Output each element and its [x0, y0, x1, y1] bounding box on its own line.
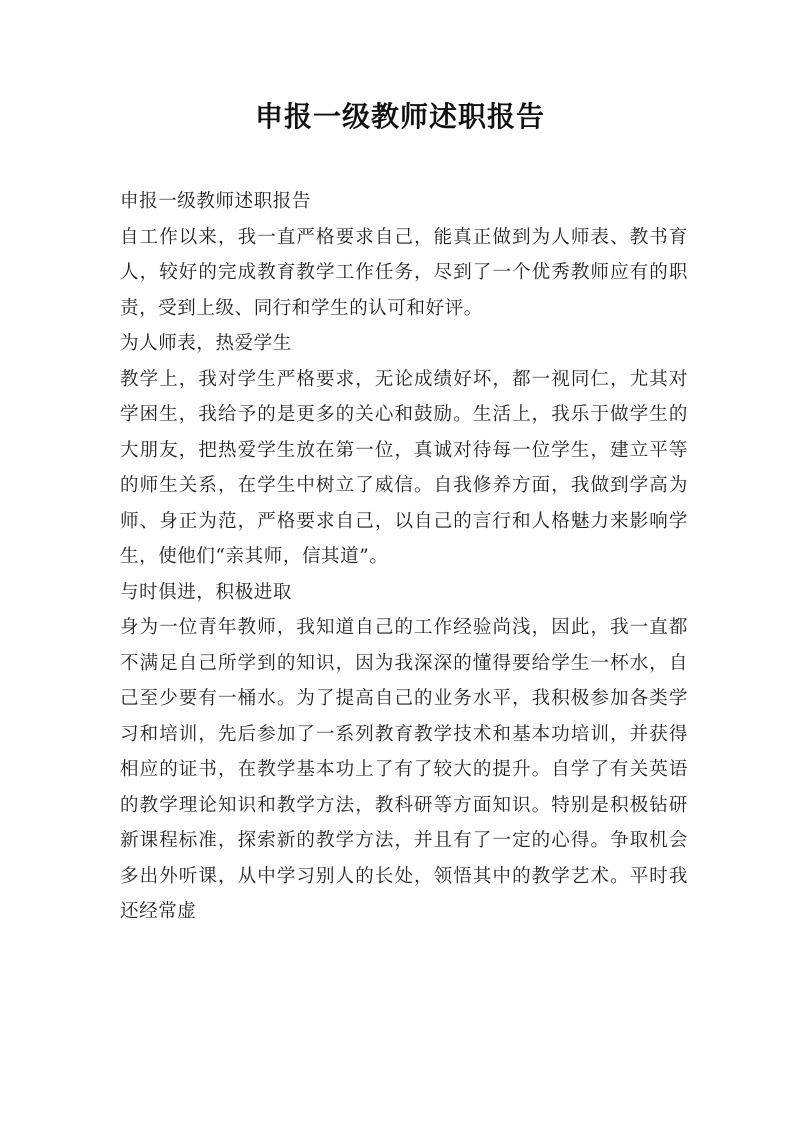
- subtitle-paragraph: 申报一级教师述职报告: [120, 191, 312, 212]
- teacher-ethics-paragraph: 教学上，我对学生严格要求，无论成绩好坏，都一视同仁，尤其对学困生，我给予的是更多的关心和鼓励。生活上，我乐于做学生的大朋友，把热爱学生放在第一位，真诚对待每一位学生，建立平等的师生关系，在学生中树立了威信。自我修养方面，我做到学高为师、身正为范，严格要求自己，以自己的言行和人格魅力来影响学生，使他们“亲其师，信其道”。: [120, 368, 688, 567]
- document-title: 申报一级教师述职报告: [254, 100, 545, 133]
- document-body: [120, 184, 688, 930]
- intro-paragraph: 自工作以来，我一直严格要求自己，能真正做到为人师表、教书育人，较好的完成教育教学工作任务，尽到了一个优秀教师应有的职责，受到上级、同行和学生的认可和好评。: [120, 226, 688, 319]
- progress-paragraph: 身为一位青年教师，我知道自己的工作经验尚浅，因此，我一直都不满足自己所学到的知识，因为我深深的懂得要给学生一杯水，自己至少要有一桶水。为了提高自己的业务水平，我积极参加各类学习和培训，先后参加了一系列教育教学技术和基本功培训，并获得相应的证书，在教学基本功上了有了较大的提升。自学了有关英语的教学理论知识和教学方法，教科研等方面知识。特别是积极钻研新课程标准，探索新的教学方法，并且有了一定的心得。争取机会多出外听课，从中学习别人的长处，领悟其中的教学艺术。平时我还经常虚: [120, 617, 688, 922]
- section-heading-progress: 与时俱进，积极进取: [120, 581, 292, 603]
- section-heading-teacher-ethics: 为人师表，热爱学生: [120, 333, 292, 354]
